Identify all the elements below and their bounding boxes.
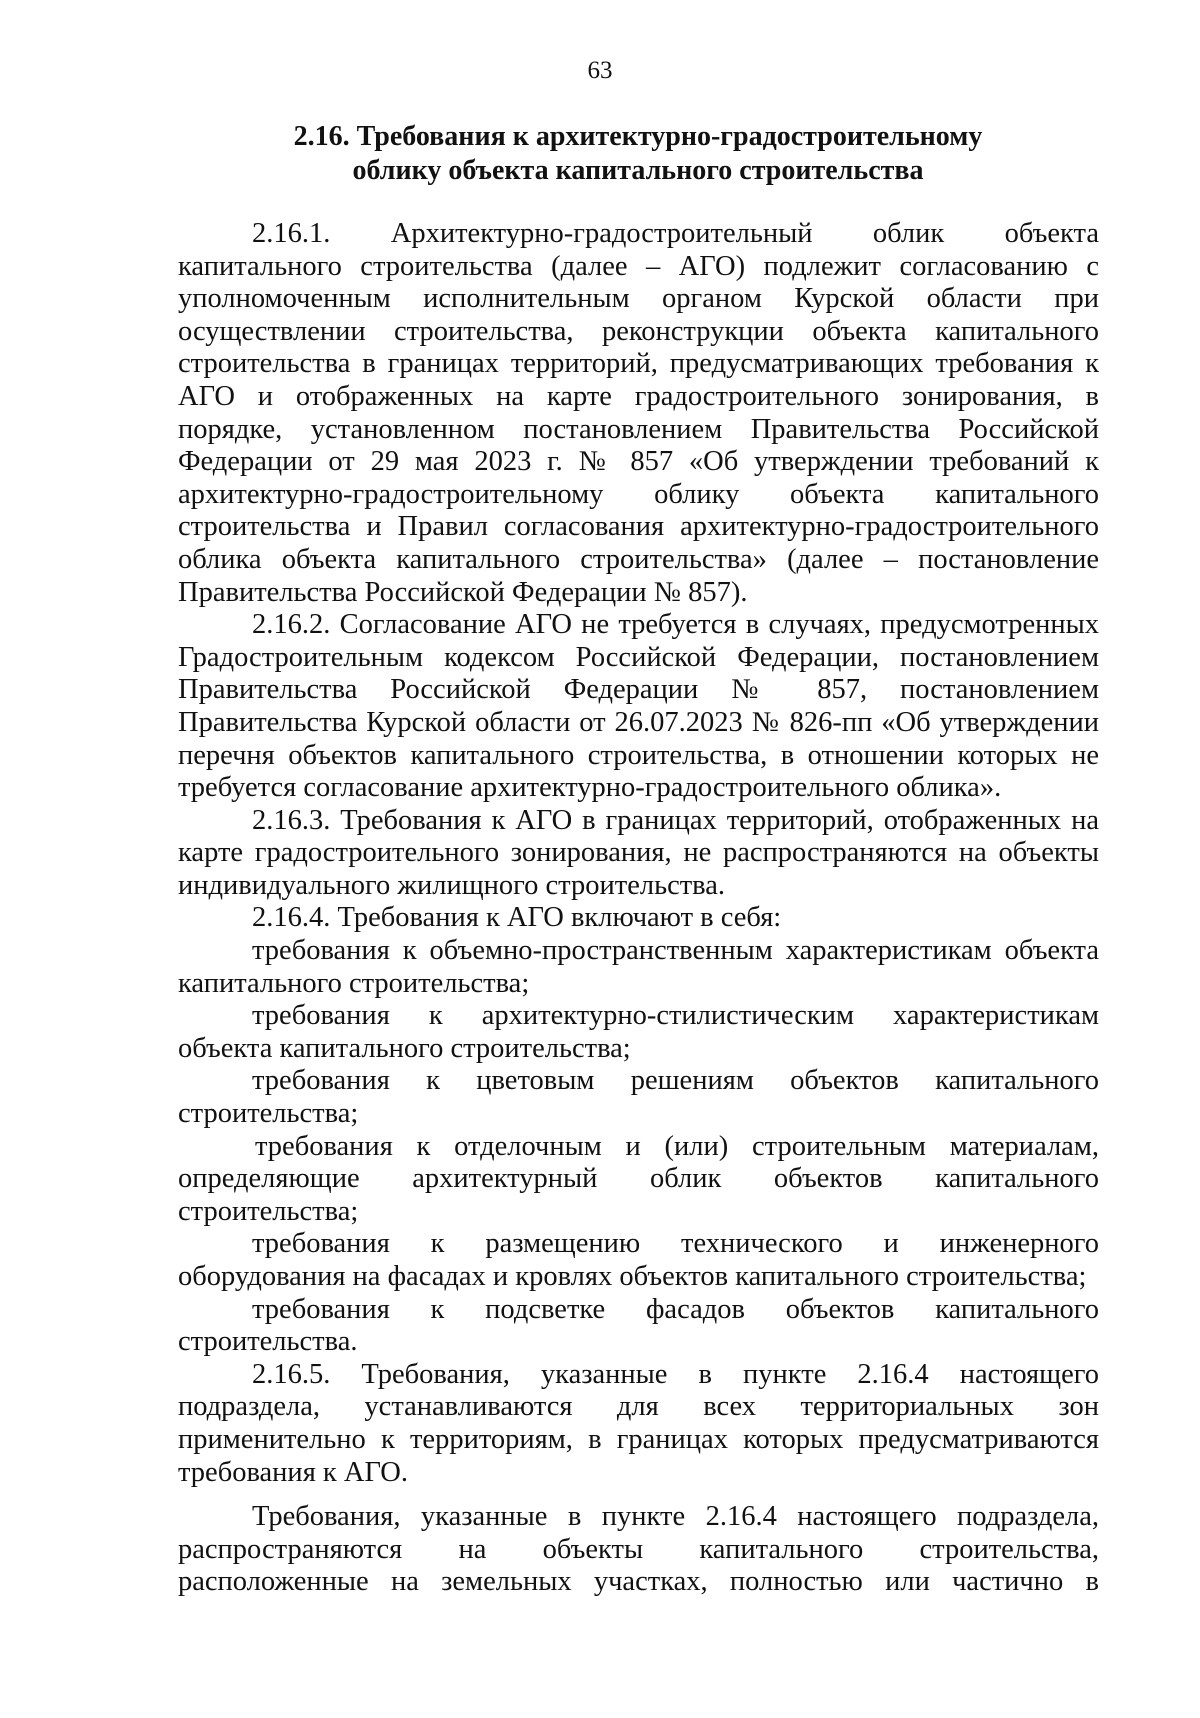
paragraph-2-16-4 bbox=[178, 902, 1099, 935]
text-line: 2.16.2. Согласование АГО не требуется в случаях, предусмотренных bbox=[252, 609, 1099, 641]
text-line: облика объекта капитального строительства» (далее – постановление bbox=[178, 543, 1099, 575]
text-line: АГО и отображенных на карте градостроительного зонирования, в bbox=[178, 380, 1099, 412]
text-line: Правительства Российской Федерации № 857, постановлением bbox=[178, 674, 1099, 706]
text-line: объекта капитального строительства; bbox=[178, 1032, 631, 1064]
text-line: осуществлении строительства, реконструкции объекта капитального bbox=[178, 315, 1099, 347]
requirement-item bbox=[178, 1000, 1099, 1065]
text-line: требования к подсветке фасадов объектов капитального bbox=[252, 1293, 1099, 1325]
requirement-item bbox=[178, 1131, 1099, 1229]
text-line: требования к АГО. bbox=[178, 1456, 408, 1488]
text-line: строительства; bbox=[178, 1098, 359, 1130]
text-line: Требования, указанные в пункте 2.16.4 настоящего подраздела, bbox=[252, 1501, 1099, 1533]
section-title bbox=[178, 120, 1098, 188]
requirement-item bbox=[178, 935, 1099, 1000]
text-line: распространяются на объекты капитального строительства, bbox=[178, 1533, 1099, 1565]
requirement-item bbox=[178, 1294, 1099, 1359]
text-line: 2.16.1. Архитектурно-градостроительный облик объекта bbox=[252, 218, 1099, 249]
text-line: Градостроительным кодексом Российской Федерации, постановлением bbox=[178, 641, 1099, 673]
text-line: порядке, установленном постановлением Правительства Российской bbox=[178, 413, 1099, 445]
text-line: Правительства Российской Федерации № 857). bbox=[178, 576, 748, 608]
text-line: требования к отделочным и (или) строительным материалам, bbox=[255, 1130, 1099, 1162]
section-title-line: облику объекта капитального строительства bbox=[352, 155, 924, 186]
text-line: строительства и Правил согласования архитектурно-градостроительного bbox=[178, 511, 1099, 543]
text-line: Правительства Курской области от 26.07.2023 № 826-пп «Об утверждении bbox=[178, 706, 1099, 738]
text-line: расположенные на земельных участках, полностью или частично в bbox=[178, 1566, 1099, 1598]
text-line: применительно к территориям, в границах которых предусматриваются bbox=[178, 1423, 1099, 1455]
text-line: определяющие архитектурный облик объектов капитального bbox=[178, 1163, 1099, 1195]
text-line: капитального строительства (далее – АГО) подлежит согласованию с bbox=[178, 250, 1099, 282]
text-line: подраздела, устанавливаются для всех территориальных зон bbox=[178, 1391, 1099, 1423]
text-line: оборудования на фасадах и кровлях объектов капитального строительства; bbox=[178, 1261, 1087, 1292]
text-line: строительства; bbox=[178, 1195, 359, 1227]
page-number: 63 bbox=[587, 57, 613, 84]
body-text bbox=[178, 218, 1099, 1599]
text-line: 2.16.5. Требования, указанные в пункте 2.16.4 настоящего bbox=[252, 1358, 1099, 1390]
text-line: строительства в границах территорий, предусматривающих требования к bbox=[178, 348, 1099, 380]
text-line: карте градостроительного зонирования, не распространяются на объекты bbox=[178, 837, 1099, 869]
text-line: архитектурно-градостроительному облику объекта капитального bbox=[178, 478, 1099, 510]
text-line: требования к объемно-пространственным характеристикам объекта bbox=[252, 935, 1099, 967]
paragraph-continuation bbox=[178, 1501, 1099, 1599]
text-line: требуется согласование архитектурно-градостроительного облика». bbox=[178, 772, 1002, 804]
text-line: строительства. bbox=[178, 1326, 358, 1358]
text-line: требования к размещению технического и инженерного bbox=[252, 1228, 1099, 1260]
paragraph-2-16-5 bbox=[178, 1359, 1099, 1489]
text-line: Федерации от 29 мая 2023 г. № 857 «Об утверждении требований к bbox=[178, 446, 1099, 478]
text-line: уполномоченным исполнительным органом Курской области при bbox=[178, 283, 1099, 315]
text-line: капитального строительства; bbox=[178, 967, 530, 999]
requirement-item bbox=[178, 1228, 1099, 1293]
text-line: индивидуального жилищного строительства. bbox=[178, 869, 726, 901]
section-title-line: 2.16. Требования к архитектурно-градостроительному bbox=[293, 121, 983, 152]
paragraph-2-16-3 bbox=[178, 805, 1099, 903]
text-line: требования к цветовым решениям объектов капитального bbox=[252, 1065, 1099, 1097]
text-line: 2.16.4. Требования к АГО включают в себя: bbox=[252, 902, 782, 934]
text-line: 2.16.3. Требования к АГО в границах территорий, отображенных на bbox=[252, 804, 1099, 836]
text-line: требования к архитектурно-стилистическим характеристикам bbox=[252, 1000, 1099, 1032]
requirement-item bbox=[178, 1065, 1099, 1130]
paragraph-2-16-2 bbox=[178, 609, 1099, 805]
paragraph-2-16-1 bbox=[178, 218, 1099, 609]
text-line: перечня объектов капитального строительства, в отношении которых не bbox=[178, 739, 1099, 771]
